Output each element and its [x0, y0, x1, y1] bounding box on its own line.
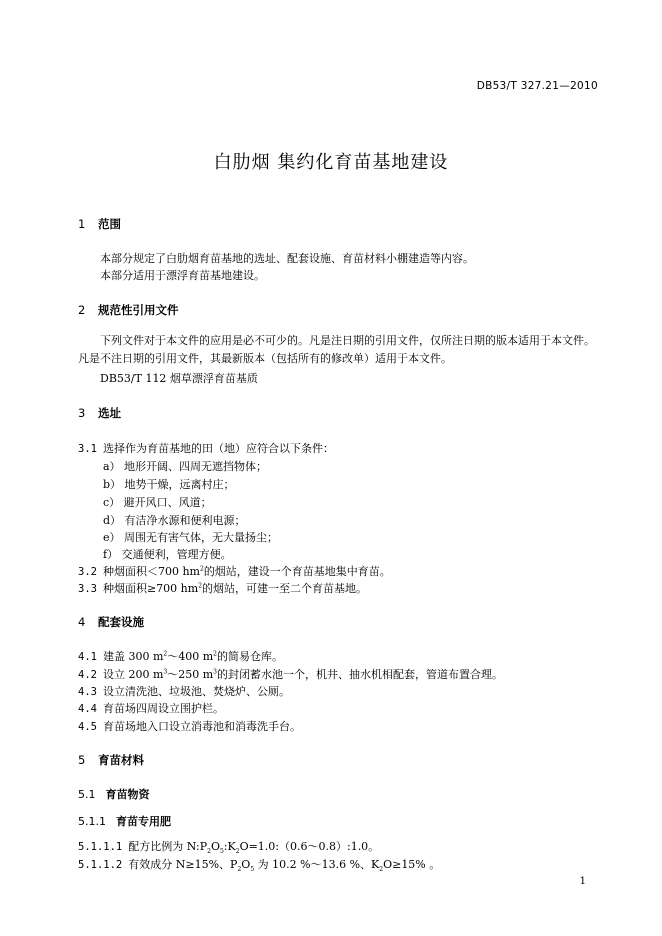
subsection-5-1-1-heading [78, 813, 171, 829]
clause-text: 种烟面积≥700 hm [102, 582, 199, 595]
subsection-title: 育苗物资 [105, 788, 150, 801]
section-4-heading [78, 614, 144, 630]
superscript: 3 [213, 668, 217, 676]
subscript: 5 [219, 848, 224, 856]
clause-4-1 [78, 648, 283, 664]
clause-text: O=1.0:（0.6～0.8）:1.0。 [239, 840, 380, 853]
clause-text: O≥15% 。 [383, 858, 441, 871]
clause-number: 4.2 [78, 669, 97, 681]
clause-text: 的烟站，建设一个育苗基地集中育苗。 [203, 565, 391, 578]
subscript: 2 [207, 848, 211, 856]
clause-number: 4.5 [78, 721, 97, 733]
clause-text: 为 10.2 %～13.6 %、K [254, 858, 380, 871]
clause-number: 3.1 [78, 443, 97, 455]
clause-3-1 [78, 440, 334, 456]
section-title: 育苗材料 [98, 753, 144, 767]
clause-text: 建盖 300 m [102, 650, 164, 663]
clause-4-2 [78, 666, 503, 682]
section-number: 5 [78, 753, 86, 767]
list-item: c） 避开风口、风道； [103, 496, 212, 509]
superscript: 3 [163, 668, 168, 676]
section-number: 3 [78, 406, 86, 420]
clause-number: 4.1 [78, 651, 97, 663]
clause-text: 选择作为育苗基地的田（地）应符合以下条件： [102, 442, 334, 455]
superscript: 2 [199, 565, 204, 573]
list-item: e） 周围无有害气体，无大量扬尘； [103, 531, 279, 544]
clause-3-3 [78, 580, 367, 596]
clause-number: 3.2 [78, 566, 97, 578]
subscript: 5 [250, 866, 255, 874]
superscript: 2 [213, 650, 217, 658]
clause-text: 的简易仓库。 [216, 650, 283, 663]
clause-4-3 [78, 683, 290, 699]
clause-text: 的烟站，可建一至二个育苗基地。 [202, 582, 368, 595]
clause-number: 3.3 [78, 583, 97, 595]
section-number: 1 [78, 217, 86, 231]
section-title: 范围 [98, 217, 121, 231]
section-number: 2 [78, 303, 86, 317]
page-number: 1 [579, 876, 586, 887]
clause-text: 育苗场四周设立围护栏。 [102, 702, 224, 715]
clause-text: :K [223, 840, 236, 853]
section-title: 规范性引用文件 [98, 303, 179, 317]
list-item: b） 地势干燥，远离村庄； [103, 478, 235, 491]
clause-number: 5.1.1.2 [78, 859, 123, 871]
section-title: 选址 [98, 406, 121, 420]
clause-text: 设立清洗池、垃圾池、焚烧炉、公厕。 [102, 685, 290, 698]
clause-5-1-1-2 [78, 856, 440, 872]
reference-item: DB53/T 112 烟草漂浮育苗基质 [100, 372, 258, 385]
page-title: 白肋烟 集约化育苗基地建设 [213, 152, 449, 173]
clause-text: 配方比例为 N:P [128, 840, 208, 853]
subsection-title: 育苗专用肥 [116, 815, 171, 828]
section-3-heading [78, 405, 121, 421]
clause-text: O [210, 840, 220, 853]
clause-4-5 [78, 718, 301, 734]
subscript: 2 [235, 848, 240, 856]
subscript: 2 [237, 866, 242, 874]
subscript: 2 [379, 866, 384, 874]
clause-text: 种烟面积＜700 hm [102, 565, 200, 578]
section-number: 4 [78, 615, 86, 629]
clause-text: O [241, 858, 251, 871]
list-item: d） 有洁净水源和便利电源； [103, 514, 246, 527]
clause-text: 有效成分 N≥15%、P [128, 858, 238, 871]
clause-number: 4.3 [78, 686, 97, 698]
clause-text: 的封闭蓄水池一个，机井、抽水机相配套，管道布置合理。 [216, 668, 503, 681]
subsection-number: 5.1.1 [78, 815, 106, 828]
section-1-heading [78, 216, 121, 232]
section-title: 配套设施 [98, 615, 144, 629]
clause-text: 设立 200 m [102, 668, 164, 681]
clause-text: 育苗场地入口设立消毒池和消毒洗手台。 [102, 720, 301, 733]
clause-text: ～400 m [167, 650, 214, 663]
list-item: a） 地形开阔、四周无遮挡物体； [103, 460, 268, 473]
section-2-heading [78, 302, 179, 318]
superscript: 2 [163, 650, 168, 658]
list-item: f） 交通便利，管理方便。 [103, 548, 232, 561]
subsection-5-1-heading [78, 786, 150, 802]
clause-5-1-1-1 [78, 838, 379, 854]
superscript: 2 [198, 582, 203, 590]
clause-text: ～250 m [167, 668, 214, 681]
clause-number: 4.4 [78, 703, 97, 715]
subsection-number: 5.1 [78, 788, 96, 801]
scope-paragraph-2: 本部分适用于漂浮育苗基地建设。 [100, 269, 265, 282]
clause-number: 5.1.1.1 [78, 841, 123, 853]
scope-paragraph-1: 本部分规定了白肋烟育苗基地的选址、配套设施、育苗材料小棚建造等内容。 [100, 252, 474, 265]
section-5-heading [78, 752, 144, 768]
standard-code: DB53/T 327.21—2010 [476, 80, 598, 92]
clause-3-2 [78, 563, 391, 579]
normative-references-paragraph: 下列文件对于本文件的应用是必不可少的。凡是注日期的引用文件，仅所注日期的版本适用于本文件。凡是不注日期的引用文件，其最新版本（包括所有的修改单）适用于本文件。 [78, 334, 595, 365]
clause-4-4 [78, 700, 224, 716]
